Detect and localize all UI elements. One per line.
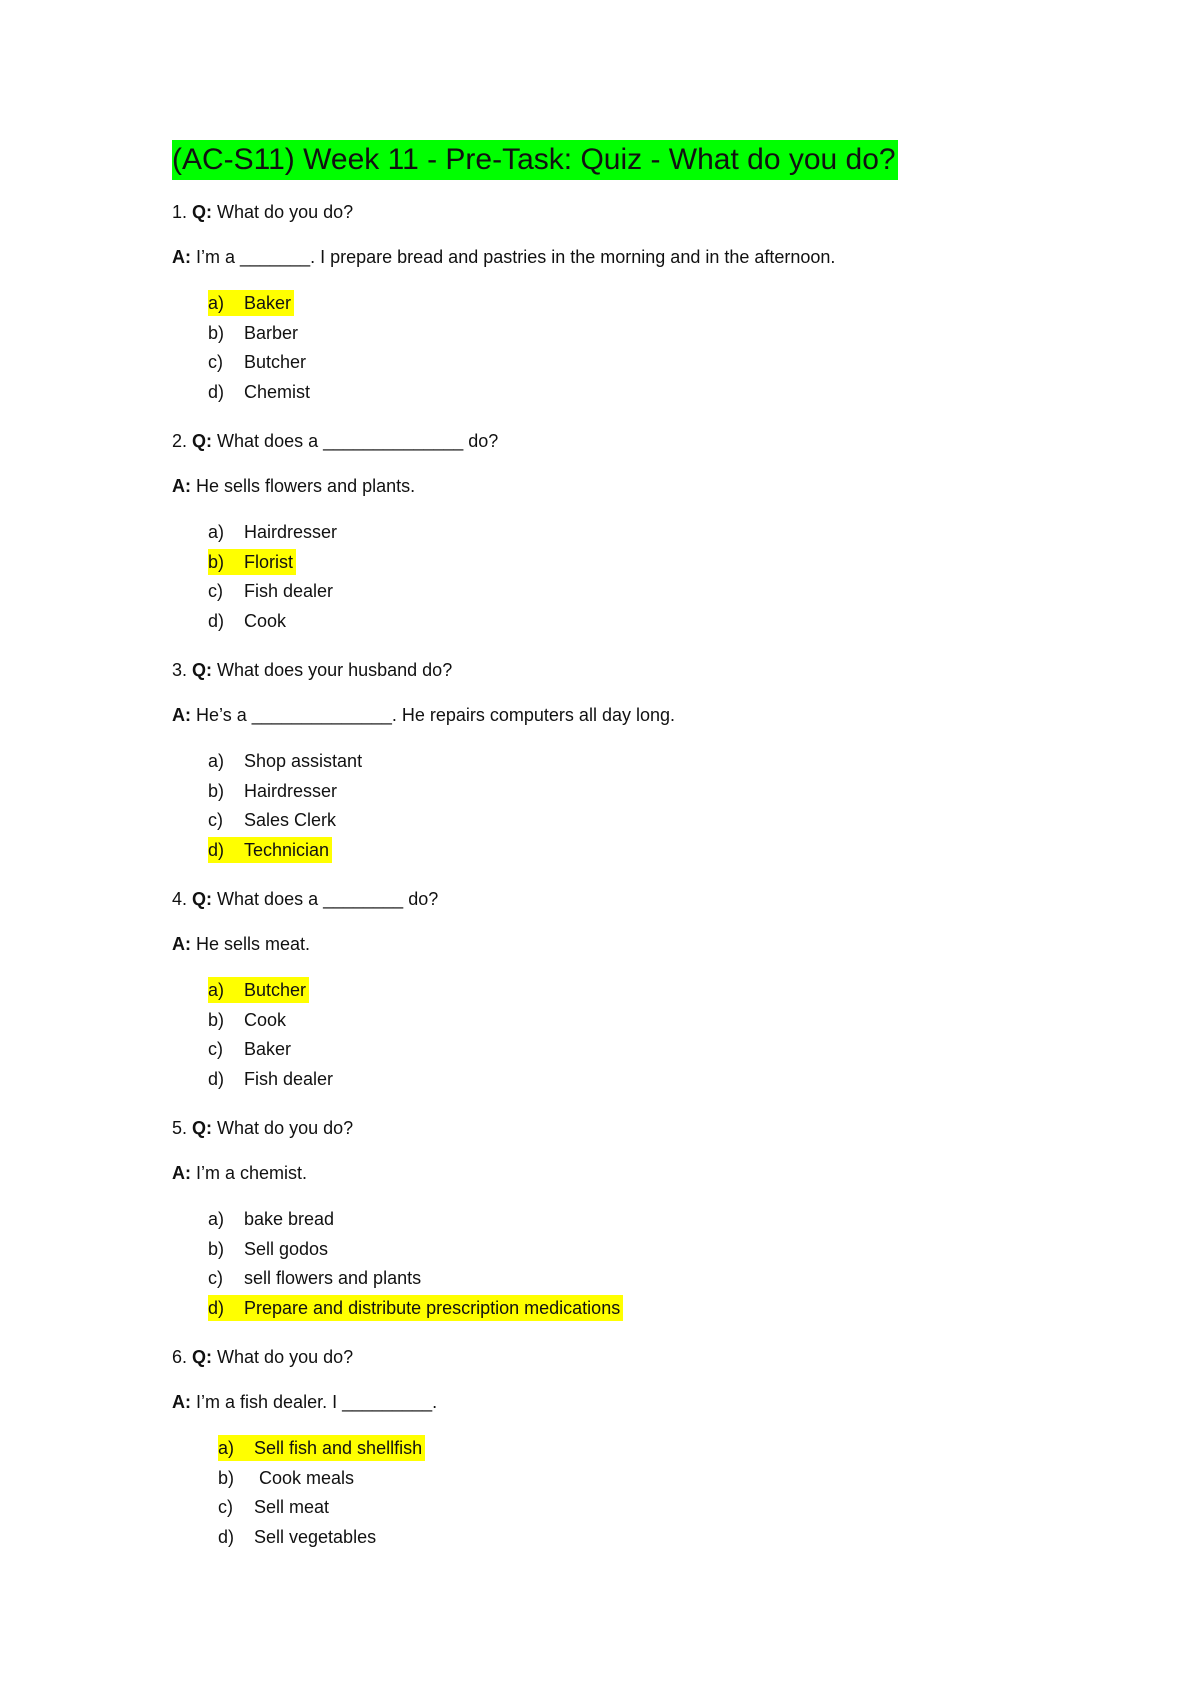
option-text: Cook xyxy=(244,610,287,631)
option-item xyxy=(172,778,1122,808)
answer-text: I’m a fish dealer. I _________. xyxy=(196,1392,438,1412)
answer-highlight xyxy=(208,290,294,316)
option-letter: a) xyxy=(208,1209,225,1229)
option-content xyxy=(208,748,365,774)
question-number: 6. xyxy=(172,1347,188,1367)
option-letter: a) xyxy=(208,751,225,771)
option-text: Butcher xyxy=(244,980,307,1000)
option-letter: d) xyxy=(208,839,225,860)
option-content xyxy=(208,1036,294,1062)
answer-label: A: xyxy=(172,247,191,267)
option-letter: a) xyxy=(218,1438,235,1458)
correct-option xyxy=(172,1295,1122,1325)
question-label: Q: xyxy=(192,202,213,222)
answer-text: I’m a _______. I prepare bread and pastries in the morning and in the afternoon. xyxy=(196,247,836,267)
answer-highlight xyxy=(208,977,309,1003)
option-text: Cook meals xyxy=(254,1467,355,1488)
option-item xyxy=(172,1494,1122,1524)
question-text: What does your husband do? xyxy=(217,660,453,680)
option-item xyxy=(172,379,1122,409)
option-content xyxy=(208,320,301,346)
option-letter: b) xyxy=(208,1009,225,1030)
option-letter: c) xyxy=(208,810,223,830)
option-text: Fish dealer xyxy=(244,1068,334,1089)
answer-label: A: xyxy=(172,1163,191,1183)
correct-option xyxy=(172,977,1122,1007)
option-content xyxy=(208,807,339,833)
question-text: What does a ______________ do? xyxy=(217,431,499,451)
question-block xyxy=(172,1116,1122,1324)
option-item xyxy=(172,1465,1122,1495)
question-number: 3. xyxy=(172,660,188,680)
option-content xyxy=(218,1494,332,1520)
answer-text: I’m a chemist. xyxy=(196,1163,308,1183)
answer-text: He’s a ______________. He repairs computers all day long. xyxy=(196,705,675,725)
question-block xyxy=(172,429,1122,637)
option-content xyxy=(218,1465,357,1491)
question-label: Q: xyxy=(192,1118,213,1138)
option-letter: a) xyxy=(208,980,225,1000)
option-item xyxy=(172,1524,1122,1554)
option-text: Cook xyxy=(244,1009,287,1030)
question-line xyxy=(172,1116,1122,1140)
option-letter: b) xyxy=(208,780,225,801)
option-letter: d) xyxy=(208,1297,225,1318)
answer-label: A: xyxy=(172,1392,191,1412)
option-content xyxy=(208,349,309,375)
question-text: What do you do? xyxy=(217,1118,354,1138)
answer-text: He sells flowers and plants. xyxy=(196,476,416,496)
answer-text: He sells meat. xyxy=(196,934,311,954)
document-page xyxy=(172,140,1122,1574)
option-list xyxy=(172,519,1122,637)
option-item xyxy=(172,320,1122,350)
answer-line xyxy=(172,1390,1122,1414)
question-text: What do you do? xyxy=(217,202,354,222)
answer-highlight xyxy=(218,1435,425,1461)
option-item xyxy=(172,1236,1122,1266)
question-line xyxy=(172,200,1122,224)
answer-line xyxy=(172,245,1122,269)
question-block xyxy=(172,1345,1122,1553)
option-list xyxy=(172,977,1122,1095)
option-item xyxy=(172,1206,1122,1236)
question-number: 1. xyxy=(172,202,188,222)
option-text: Sell vegetables xyxy=(254,1526,377,1547)
answer-line xyxy=(172,1161,1122,1185)
question-text: What do you do? xyxy=(217,1347,354,1367)
answer-label: A: xyxy=(172,705,191,725)
option-content xyxy=(208,578,336,604)
option-text: Chemist xyxy=(244,381,311,402)
answer-label: A: xyxy=(172,476,191,496)
option-content xyxy=(208,379,313,405)
option-letter: b) xyxy=(208,551,225,572)
option-text: Baker xyxy=(244,293,292,313)
question-label: Q: xyxy=(192,889,213,909)
option-list xyxy=(172,748,1122,866)
option-text: Hairdresser xyxy=(244,522,338,542)
question-number: 4. xyxy=(172,889,188,909)
correct-option xyxy=(172,1435,1122,1465)
option-content xyxy=(208,1236,331,1262)
option-text: Florist xyxy=(244,551,293,572)
correct-option xyxy=(172,549,1122,579)
option-text: Sales Clerk xyxy=(244,810,337,830)
answer-line xyxy=(172,932,1122,956)
option-item xyxy=(172,349,1122,379)
correct-option xyxy=(172,290,1122,320)
option-item xyxy=(172,1036,1122,1066)
quiz-questions xyxy=(172,200,1122,1553)
option-item xyxy=(172,1066,1122,1096)
document-title: (AC-S11) Week 11 - Pre-Task: Quiz - What do you do? xyxy=(172,140,898,180)
option-letter: c) xyxy=(218,1497,233,1517)
option-list xyxy=(172,1435,1122,1553)
question-block xyxy=(172,658,1122,866)
option-text: sell flowers and plants xyxy=(244,1268,422,1288)
option-letter: d) xyxy=(208,610,225,631)
option-letter: d) xyxy=(218,1526,235,1547)
question-number: 5. xyxy=(172,1118,188,1138)
option-text: Butcher xyxy=(244,352,307,372)
answer-highlight xyxy=(208,549,296,575)
option-content xyxy=(208,519,340,545)
option-letter: c) xyxy=(208,581,223,601)
option-text: Sell meat xyxy=(254,1497,330,1517)
question-text: What does a ________ do? xyxy=(217,889,439,909)
option-text: Sell godos xyxy=(244,1238,329,1259)
option-letter: c) xyxy=(208,1268,223,1288)
option-item xyxy=(172,1265,1122,1295)
option-content xyxy=(218,1524,379,1550)
question-line xyxy=(172,658,1122,682)
option-content xyxy=(208,1007,289,1033)
answer-line xyxy=(172,703,1122,727)
option-item xyxy=(172,1007,1122,1037)
option-letter: d) xyxy=(208,1068,225,1089)
question-block xyxy=(172,200,1122,408)
question-line xyxy=(172,887,1122,911)
question-label: Q: xyxy=(192,431,213,451)
option-text: Baker xyxy=(244,1039,292,1059)
option-content xyxy=(208,1265,424,1291)
option-item xyxy=(172,578,1122,608)
option-text: bake bread xyxy=(244,1209,335,1229)
question-number: 2. xyxy=(172,431,188,451)
option-letter: d) xyxy=(208,381,225,402)
answer-highlight xyxy=(208,1295,623,1321)
option-text: Hairdresser xyxy=(244,780,338,801)
option-list xyxy=(172,290,1122,408)
option-item xyxy=(172,807,1122,837)
option-item xyxy=(172,748,1122,778)
option-text: Fish dealer xyxy=(244,581,334,601)
option-text: Technician xyxy=(244,839,330,860)
option-item xyxy=(172,608,1122,638)
option-letter: a) xyxy=(208,293,225,313)
question-label: Q: xyxy=(192,1347,213,1367)
option-content xyxy=(208,608,289,634)
question-line xyxy=(172,429,1122,453)
option-text: Sell fish and shellfish xyxy=(254,1438,423,1458)
answer-highlight xyxy=(208,837,332,863)
option-item xyxy=(172,519,1122,549)
option-content xyxy=(208,778,340,804)
option-letter: c) xyxy=(208,1039,223,1059)
answer-label: A: xyxy=(172,934,191,954)
option-letter: a) xyxy=(208,522,225,542)
option-list xyxy=(172,1206,1122,1324)
option-letter: c) xyxy=(208,352,223,372)
question-label: Q: xyxy=(192,660,213,680)
option-content xyxy=(208,1066,336,1092)
question-block xyxy=(172,887,1122,1095)
option-text: Barber xyxy=(244,322,299,343)
question-line xyxy=(172,1345,1122,1369)
option-letter: b) xyxy=(208,322,225,343)
option-text: Prepare and distribute prescription medications xyxy=(244,1297,621,1318)
option-text: Shop assistant xyxy=(244,751,363,771)
option-letter: b) xyxy=(208,1238,225,1259)
correct-option xyxy=(172,837,1122,867)
option-content xyxy=(208,1206,337,1232)
answer-line xyxy=(172,474,1122,498)
option-letter: b) xyxy=(218,1467,235,1488)
